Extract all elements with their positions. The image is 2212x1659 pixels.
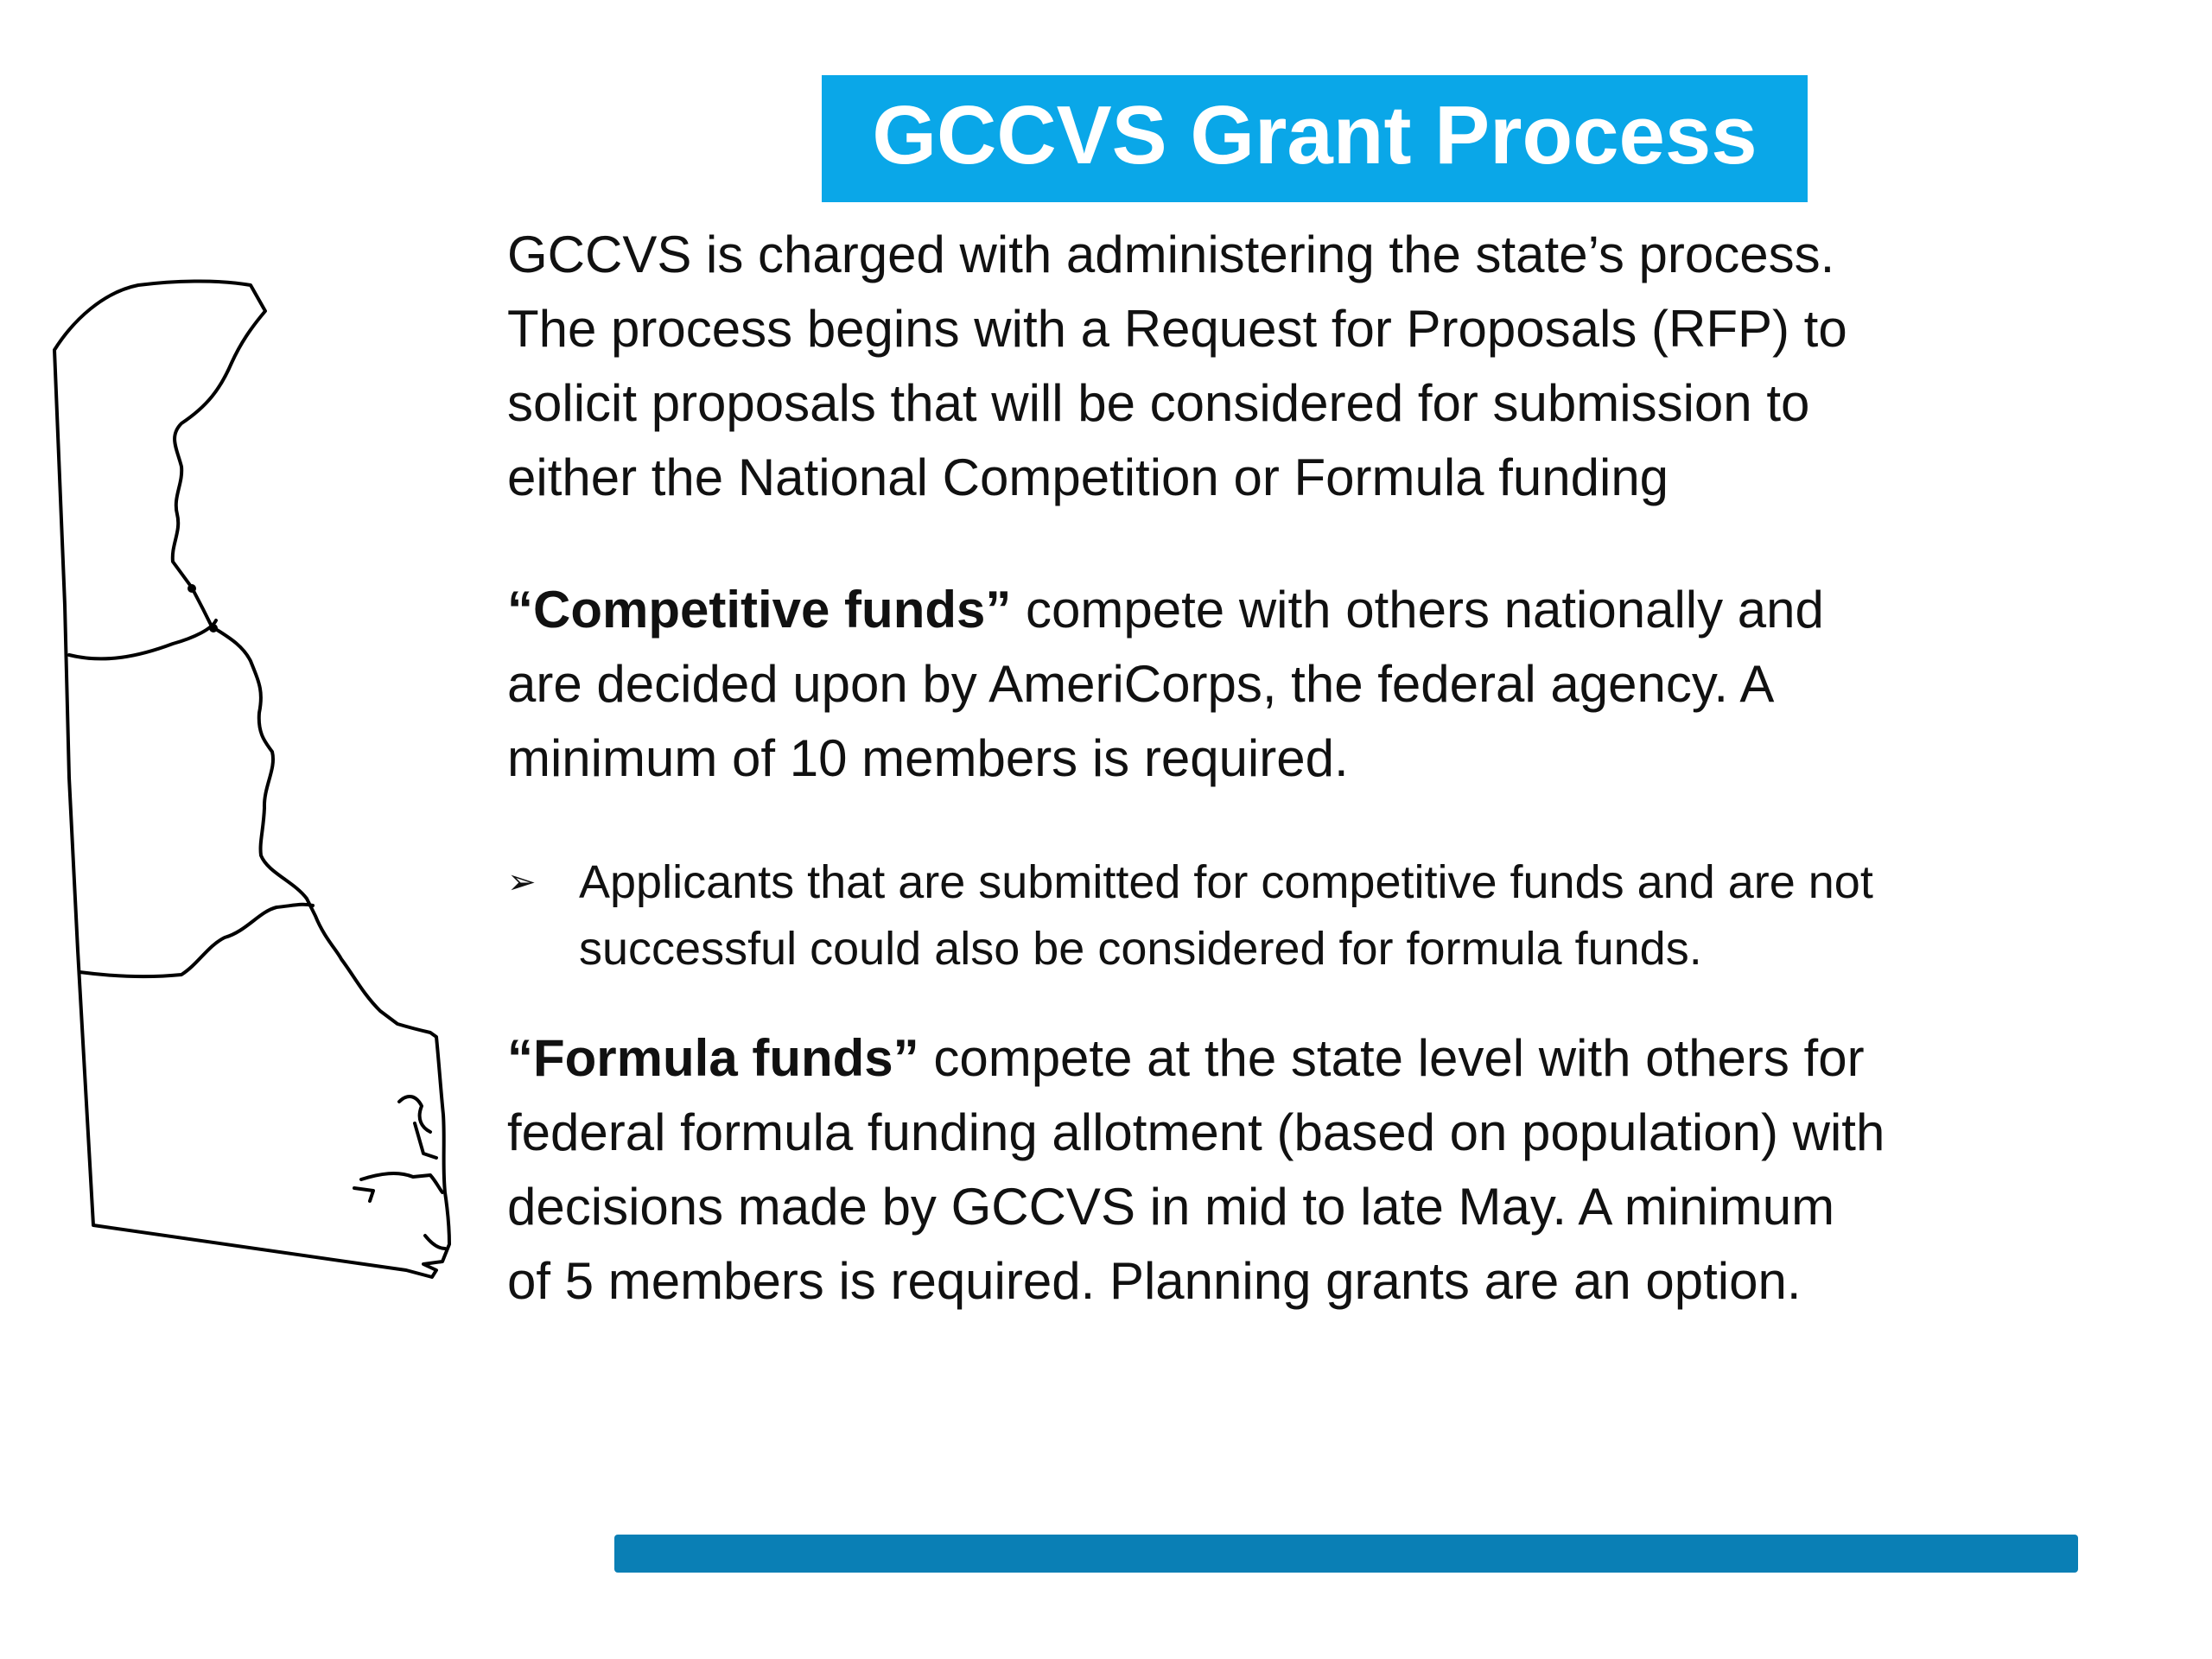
formula-line-3: decisions made by GCCVS in mid to late May. A minimum	[507, 1178, 1835, 1236]
county-line-north	[69, 620, 216, 658]
inlet-2	[415, 1123, 436, 1158]
formula-line-1: compete at the state level with others for	[918, 1029, 1865, 1087]
competitive-line-3: minimum of 10 members is required.	[507, 729, 1349, 787]
county-line-south	[79, 905, 313, 976]
formula-line-2: federal formula funding allotment (based on population) with	[507, 1103, 1885, 1161]
bullet-text	[579, 849, 2149, 982]
competitive-line-1: compete with others nationally and	[1011, 581, 1824, 639]
inlet-1	[399, 1096, 430, 1132]
competitive-term: “Competitive funds”	[507, 581, 1012, 639]
competitive-line-2: are decided upon by AmeriCorps, the federal agency. A	[507, 655, 1775, 713]
title-banner	[822, 75, 1808, 202]
map-marker-2	[209, 624, 218, 632]
footer-bar	[614, 1535, 2078, 1573]
bullet-item	[507, 849, 2149, 982]
intro-line-1: GCCVS is charged with administering the state’s process.	[507, 226, 1835, 283]
formula-line-4: of 5 members is required. Planning grants are an option.	[507, 1252, 1802, 1310]
intro-line-2: The process begins with a Request for Proposals (RFP) to	[507, 300, 1847, 358]
map-marker-1	[188, 584, 196, 593]
formula-term: “Formula funds”	[507, 1029, 919, 1087]
formula-paragraph	[507, 1021, 2149, 1319]
competitive-paragraph	[507, 573, 2149, 796]
bullet-line-1: Applicants that are submitted for competitive funds and are not	[579, 856, 1873, 908]
intro-line-3: solicit proposals that will be considered for submission to	[507, 374, 1810, 432]
inlet-3	[361, 1173, 442, 1192]
bullet-line-2: successful could also be considered for formula funds.	[579, 923, 1702, 975]
arrow-bullet-icon: ➢	[507, 863, 537, 901]
inlet-5	[425, 1236, 445, 1249]
inlet-4	[354, 1188, 373, 1201]
intro-line-4: either the National Competition or Formula funding	[507, 448, 1669, 506]
page-title: GCCVS Grant Process	[872, 88, 1758, 181]
state-outline	[54, 281, 449, 1277]
intro-paragraph	[507, 218, 2149, 515]
